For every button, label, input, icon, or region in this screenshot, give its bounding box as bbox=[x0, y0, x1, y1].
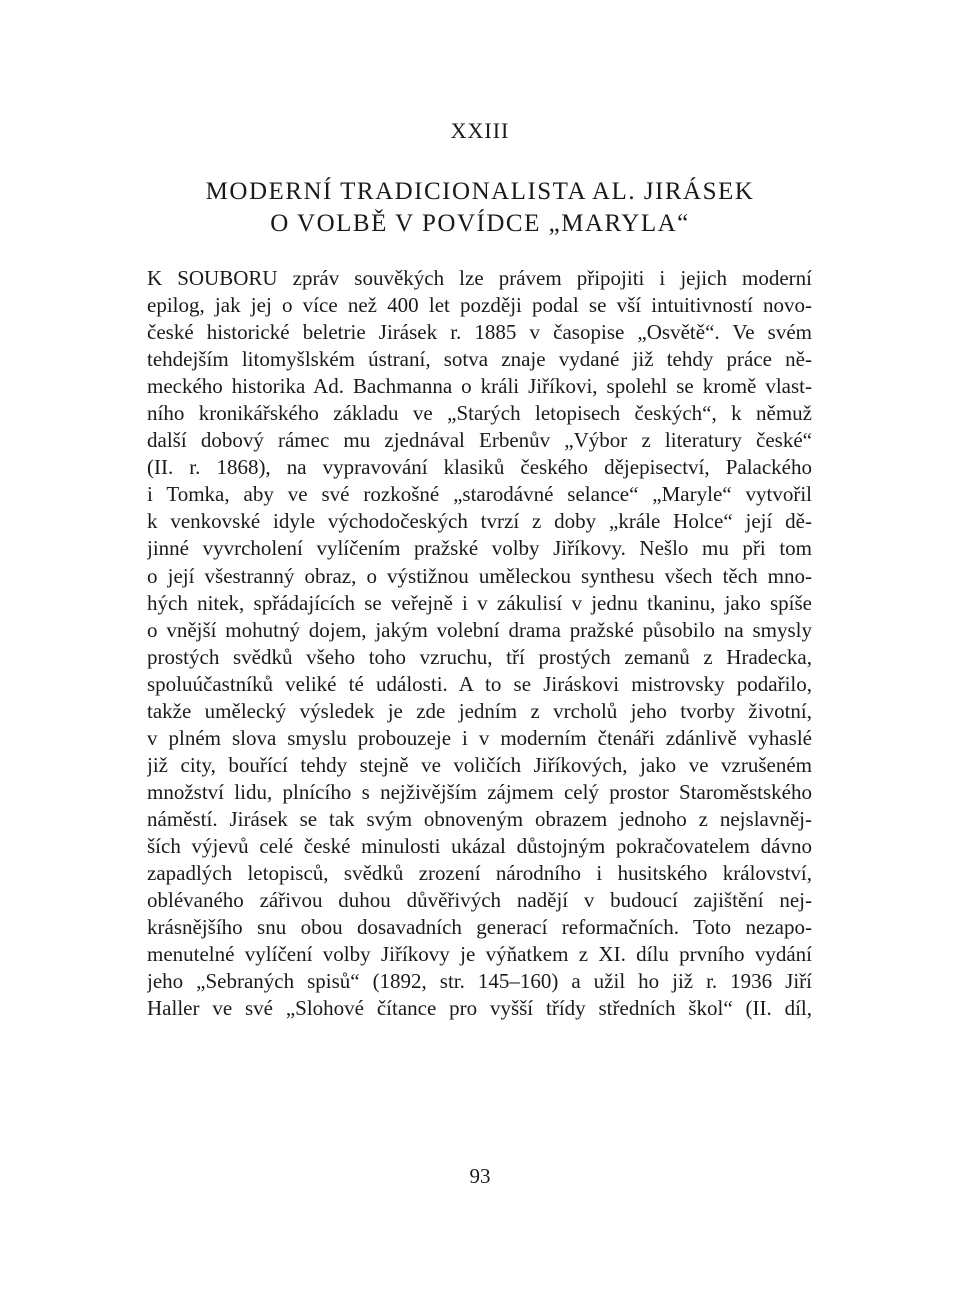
chapter-title-line: O VOLBĚ V POVÍDCE „MARYLA“ bbox=[270, 210, 690, 237]
text-line: takže umělecký výsledek je zde jedním z vrcholů jeho tvorby životní, bbox=[147, 698, 812, 723]
text-line: k venkovské idyle východočeských tvrzí z doby „krále Holce“ její dě- bbox=[147, 509, 812, 534]
chapter-title-line: MODERNÍ TRADICIONALISTA AL. JIRÁSEK bbox=[205, 178, 755, 205]
text-line: K SOUBORU zpráv souvěkých lze právem připojiti i jejich moderní bbox=[147, 266, 812, 290]
text-line: zapadlých letopisců, svědků zrození národního i husitského království, bbox=[147, 861, 812, 886]
chapter-number: XXIII bbox=[450, 118, 510, 143]
text-line: o její všestranný obraz, o výstižnou uměleckou synthesu všech těch mno- bbox=[147, 563, 812, 588]
text-line: již city, bouřící tehdy stejně ve voličích Jiříkových, jako ve vzrušeném bbox=[147, 752, 812, 777]
text-line: náměstí. Jirásek se tak svým obnoveným obrazem jednoho z nejslavněj- bbox=[147, 806, 812, 831]
page-number: 93 bbox=[469, 1164, 491, 1188]
text-line: ších výjevů celé české minulosti ukázal důstojným pokračovatelem dávno bbox=[147, 833, 812, 858]
text-line: (II. r. 1868), na vypravování klasiků českého dějepisectví, Palackého bbox=[147, 455, 812, 480]
text-line: o vnější mohutný dojem, jakým volební drama pražské působilo na smysly bbox=[147, 617, 812, 642]
text-line: prostých svědků všeho toho vzruchu, tří prostých zemanů z Hradecka, bbox=[147, 644, 812, 669]
text-line: krásnějšího snu obou dosavadních generací reformačních. Toto nezapo- bbox=[147, 915, 812, 940]
text-line: jeho „Sebraných spisů“ (1892, str. 145–160) a užil ho již r. 1936 Jiří bbox=[147, 969, 812, 994]
text-line: meckého historika Ad. Bachmanna o králi Jiříkovi, spolehl se kromě vlast- bbox=[147, 374, 812, 399]
text-line: oblévaného zářivou duhou důvěřivých nadějí v budoucí zajištění nej- bbox=[147, 888, 812, 913]
text-line: menutelné vylíčení volby Jiříkovy je výňatkem z XI. dílu prvního vydání bbox=[147, 942, 812, 967]
text-line: epilog, jak jej o více než 400 let později podal se vší intuitivností novo- bbox=[147, 293, 812, 318]
text-line: ního kronikářského základu ve „Starých letopisech českých“, k němuž bbox=[147, 401, 812, 426]
text-line: spoluúčastníků veliké té události. A to se Jiráskovi mistrovsky podařilo, bbox=[147, 671, 812, 696]
chapter-title bbox=[0, 176, 960, 240]
text-line: hých nitek, spřádajících se veřejně i v zákulisí v jednu tkaninu, jako spíše bbox=[147, 590, 812, 615]
body-paragraph bbox=[147, 265, 812, 1022]
text-line: další dobový rámec mu zjednával Erbenův „Výbor z literatury české“ bbox=[147, 428, 812, 453]
text-line: Haller ve své „Slohové čítance pro vyšší třídy středních škol“ (II. díl, bbox=[147, 996, 812, 1021]
text-line: v plném slova smyslu probouzeje i v moderním čtenáři zdánlivě vyhaslé bbox=[147, 725, 812, 750]
text-line: i Tomka, aby ve své rozkošné „starodávné selance“ „Maryle“ vytvořil bbox=[147, 482, 812, 507]
text-line: tehdejším litomyšlském ústraní, sotva znaje vydané již tehdy práce ně- bbox=[147, 347, 812, 372]
text-line: české historické beletrie Jirásek r. 1885 v časopise „Osvětě“. Ve svém bbox=[147, 320, 812, 345]
text-line: množství lidu, plnícího s nejživějším zájmem celý prostor Staroměstského bbox=[147, 779, 812, 804]
text-line: jinné vyvrcholení vylíčením pražské volby Jiříkovy. Nešlo mu při tom bbox=[147, 536, 812, 561]
